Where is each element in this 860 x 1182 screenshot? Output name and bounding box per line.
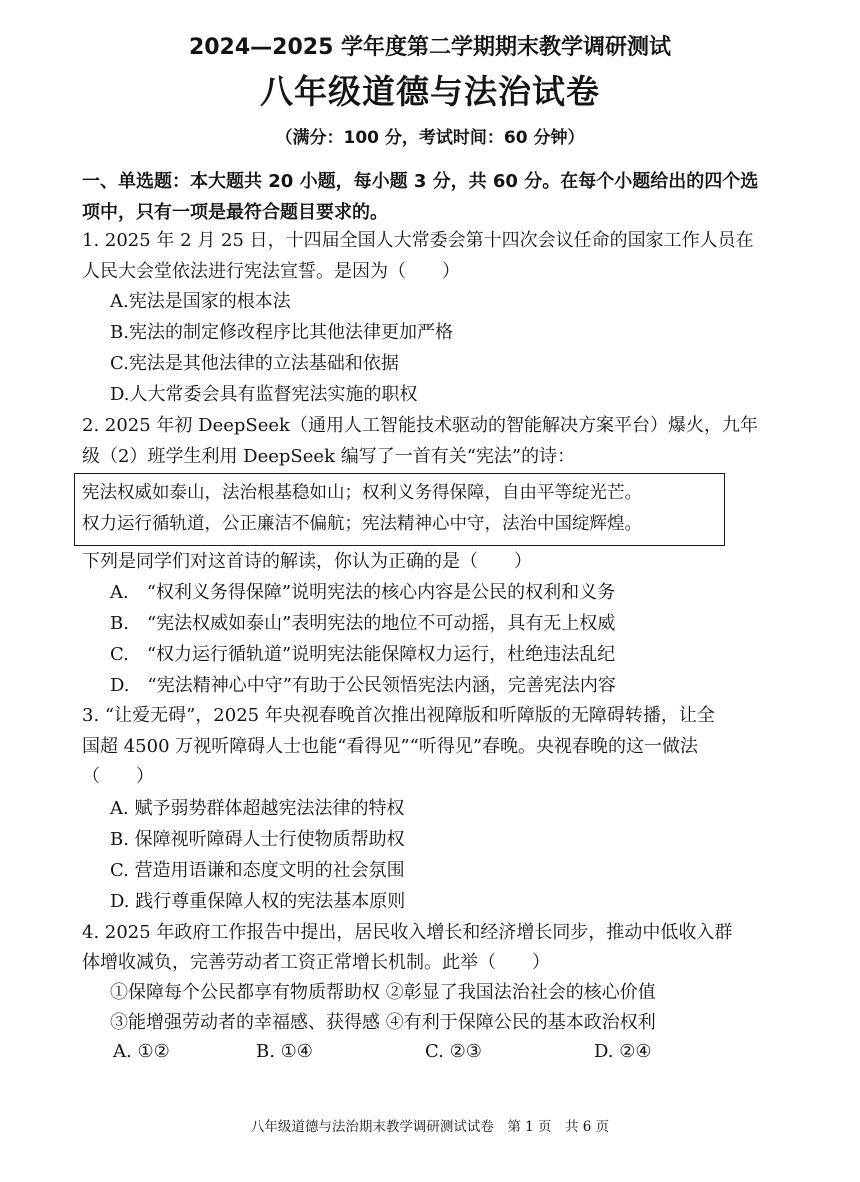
section-heading-line2: 项中，只有一项是最符合题目要求的。 [82, 202, 388, 223]
q3-option-c: C. 营造用语谦和态度文明的社会氛围 [110, 860, 405, 881]
q1-option-a: A.宪法是国家的根本法 [110, 291, 291, 312]
q1-stem-line2: 人民大会堂依法进行宪法宣誓。是因为（ ） [82, 261, 460, 282]
q4-choice-c: C. ②③ [425, 1041, 482, 1062]
q2-option-a: A. “权利义务得保障”说明宪法的核心内容是公民的权利和义务 [110, 582, 616, 603]
q3-option-b: B. 保障视听障碍人士行使物质帮助权 [110, 829, 405, 850]
q4-choice-d: D. ②④ [594, 1041, 652, 1062]
q2-option-d: D. “宪法精神心中守”有助于公民领悟宪法内涵，完善宪法内容 [110, 675, 616, 696]
q2-option-b: B. “宪法权威如泰山”表明宪法的地位不可动摇，具有无上权威 [110, 613, 616, 634]
q3-option-a: A. 赋予弱势群体超越宪法法律的特权 [110, 798, 405, 819]
q3-stem-line2: 国超 4500 万视听障碍人士也能“看得见”“听得见”春晚。央视春晚的这一做法 [82, 736, 699, 757]
exam-info: （满分：100 分，考试时间：60 分钟） [275, 128, 585, 148]
q2-stem-line1: 2. 2025 年初 DeepSeek（通用人工智能技术驱动的智能解决方案平台）爆火，九年 [82, 415, 758, 436]
exam-title: 2024—2025 学年度第二学期期末教学调研测试 [188, 35, 672, 60]
q4-statements-line1: ①保障每个公民都享有物质帮助权 ②彰显了我国法治社会的核心价值 [110, 982, 656, 1003]
q2-option-c: C. “权力运行循轨道”说明宪法能保障权力运行，杜绝违法乱纪 [110, 644, 616, 665]
q4-choice-a: A. ①② [113, 1041, 170, 1062]
q3-option-d: D. 践行尊重保障人权的宪法基本原则 [110, 891, 406, 912]
q1-option-b: B.宪法的制定修改程序比其他法律更加严格 [110, 322, 453, 343]
q1-option-d: D.人大常委会具有监督宪法实施的职权 [110, 384, 418, 405]
q2-stem-line2: 级（2）班学生利用 DeepSeek 编写了一首有关“宪法”的诗： [82, 446, 576, 467]
q4-choice-b: B. ①④ [256, 1041, 313, 1062]
q3-stem-line1: 3. “让爱无碍”，2025 年央视春晚首次推出视障版和听障版的无障碍转播，让全 [82, 705, 715, 726]
q4-stem-line2: 体增收减负，完善劳动者工资正常增长机制。此举（ ） [82, 952, 550, 973]
q1-option-c: C.宪法是其他法律的立法基础和依据 [110, 353, 399, 374]
poem-line1: 宪法权威如泰山，法治根基稳如山；权利义务得保障，自由平等绽光芒。 [82, 483, 642, 503]
q4-stem-line1: 4. 2025 年政府工作报告中提出，居民收入增长和经济增长同步，推动中低收入群 [82, 922, 733, 943]
q4-statements-line2: ③能增强劳动者的幸福感、获得感 ④有利于保障公民的基本政治权利 [110, 1012, 656, 1033]
exam-subject-title: 八年级道德与法治试卷 [260, 72, 600, 111]
poem-line2: 权力运行循轨道，公正廉洁不偏航；宪法精神心中守，法治中国绽辉煌。 [82, 514, 642, 534]
q1-stem-line1: 1. 2025 年 2 月 25 日，十四届全国人大常委会第十四次会议任命的国家工作人员在 [82, 230, 754, 251]
q3-stem-line3: （ ） [82, 766, 154, 787]
section-heading-line1: 一、单选题：本大题共 20 小题，每小题 3 分，共 60 分。在每个小题给出的四个选 [82, 171, 759, 192]
q2-question: 下列是同学们对这首诗的解读，你认为正确的是（ ） [82, 551, 532, 572]
page-footer: 八年级道德与法治期末教学调研测试试卷 第 1 页 共 6 页 [250, 1119, 610, 1135]
